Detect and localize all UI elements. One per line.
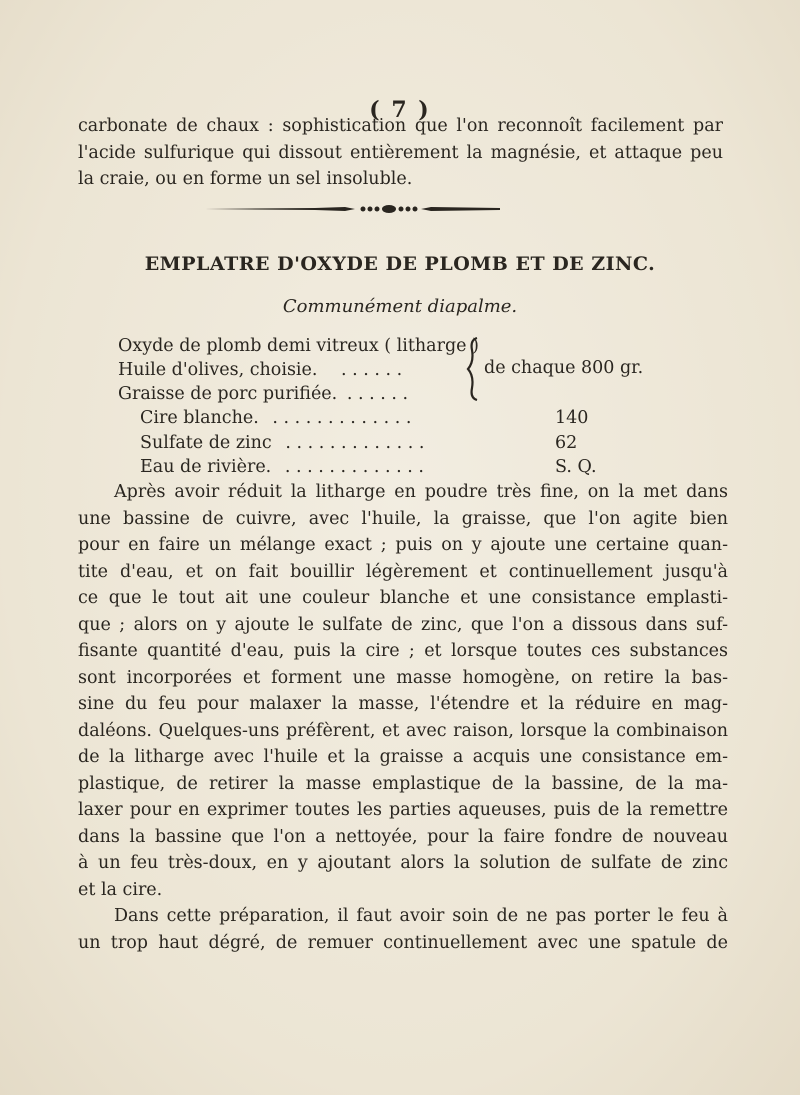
ingredient-row — [118, 358, 402, 382]
ingredient-name: Oxyde de plomb demi vitreux ( litharge ) — [118, 336, 479, 356]
intro-paragraph — [78, 113, 723, 193]
ingredient-row — [140, 431, 424, 455]
section-subtitle: Communément diapalme. — [282, 296, 518, 317]
body-line: ce que le tout ait une couleur blanche et une consistance emplasti- — [78, 588, 728, 608]
ingredient-name: Sulfate de zinc — [140, 433, 272, 453]
body-line: de la litharge avec l'huile et la graisse a acquis une consistance em- — [78, 747, 728, 767]
body-line: un trop haut dégré, de remuer continuellement avec une spatule de — [78, 932, 728, 953]
ingredient-row — [140, 455, 424, 479]
body-line: daléons. Quelques-uns préfèrent, et avec raison, lorsque la combinaison — [78, 720, 728, 741]
body-line: et la cire. — [78, 879, 163, 900]
body-line: Dans cette préparation, il faut avoir soin de ne pas porter le feu à — [114, 906, 728, 926]
intro-line: l'acide sulfurique qui dissout entièrement la magnésie, et attaque peu — [78, 142, 723, 163]
intro-line: carbonate de chaux : sophistication que l'on reconnoît facilement par — [78, 116, 723, 136]
ingredient-row — [118, 334, 479, 358]
method-paragraph — [78, 479, 728, 956]
ingredient-row — [118, 382, 408, 406]
intro-line: la craie, ou en forme un sel insoluble. — [78, 169, 413, 189]
decorative-rule — [205, 204, 500, 214]
page-number: ( 7 ) — [369, 97, 431, 123]
leader-dots: . . . . . . . . . . . . . — [285, 433, 425, 453]
leader-dots: . . . . . . — [341, 360, 403, 380]
body-line: que ; alors on y ajoute le sulfate de zinc, que l'on a dissous dans suf- — [78, 614, 728, 635]
ingredient-name: Graisse de porc purifiée. — [118, 384, 338, 404]
body-line: plastique, de retirer la masse emplastique de la bassine, de la ma- — [78, 773, 728, 794]
ingredient-quantity: S. Q. — [555, 457, 597, 477]
body-line: laxer pour en exprimer toutes les parties aqueuses, puis de la remettre — [78, 800, 728, 820]
ingredient-name: Cire blanche. — [140, 408, 259, 428]
body-line: sine du feu pour malaxer la masse, l'étendre et la réduire en mag- — [78, 694, 728, 714]
body-line: à un feu très-doux, en y ajoutant alors la solution de sulfate de zinc — [78, 853, 728, 873]
ingredient-row — [140, 406, 411, 430]
ingredient-quantity: 62 — [555, 433, 578, 453]
brace-quantity-label: de chaque 800 gr. — [484, 358, 644, 378]
ingredient-quantity: 140 — [555, 408, 589, 428]
leader-dots: . . . . . . . . . . . . . — [272, 408, 412, 428]
leader-dots: . . . . . . . . . . . . . — [284, 457, 424, 477]
body-line: fisante quantité d'eau, puis la cire ; et lorsque toutes ces substances — [78, 641, 728, 661]
body-line: dans la bassine que l'on a nettoyée, pour la faire fondre de nouveau — [78, 826, 728, 847]
body-line: sont incorporées et forment une masse homogène, on retire la bas- — [78, 667, 728, 688]
ingredient-name: Eau de rivière. — [140, 457, 272, 477]
leader-dots: . . . . . . — [346, 384, 409, 404]
section-title: EMPLATRE D'OXYDE DE PLOMB ET DE ZINC. — [144, 253, 656, 275]
ingredient-name: Huile d'olives, choisie. — [118, 360, 318, 380]
body-line: Après avoir réduit la litharge en poudre très fine, on la met dans — [114, 482, 728, 502]
brace-icon — [466, 336, 482, 402]
body-line: tite d'eau, et on fait bouillir légèrement et continuellement jusqu'à — [78, 561, 728, 582]
body-line: pour en faire un mélange exact ; puis on y ajoute une certaine quan- — [78, 535, 728, 555]
body-line: une bassine de cuivre, avec l'huile, la graisse, que l'on agite bien — [78, 508, 728, 529]
